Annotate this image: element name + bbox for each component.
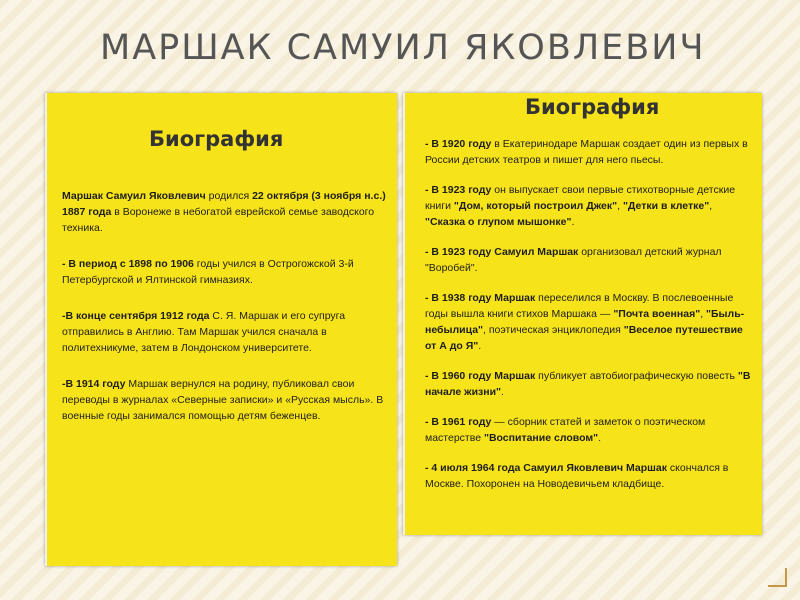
text-run: переселился в Москву. В послевоенные годы вышла книги стихов Маршака — (425, 292, 734, 320)
bold-text-run: - В 1938 году Маршак (425, 292, 536, 304)
bold-text-run: "Воспитание словом" (483, 432, 599, 444)
slide-corner-ornament-icon (766, 566, 788, 588)
text-run: родился (205, 190, 253, 202)
bold-text-run: -В конце сентября 1912 года (62, 310, 210, 322)
panel-heading: Биография (149, 127, 284, 151)
biography-paragraph (425, 414, 755, 446)
biography-paragraph (425, 182, 755, 230)
biography-paragraph (425, 136, 755, 168)
text-run: он выпускает свои первые стихотворные детские книги (425, 184, 736, 212)
biography-text (425, 136, 755, 506)
text-run: . (598, 432, 602, 444)
biography-panel-right (403, 93, 762, 535)
text-run: . (501, 386, 504, 398)
bold-text-run: "В начале жизни" (425, 370, 751, 398)
text-run: публикует автобиографическую повесть (535, 370, 738, 382)
bold-text-run: - В 1923 году (425, 184, 492, 196)
biography-text (62, 188, 387, 444)
biography-paragraph (425, 290, 755, 354)
panel-heading: Биография (525, 95, 660, 119)
text-run: скончался в Москве. Похоронен на Новодевичьем кладбище. (425, 462, 729, 490)
text-run: годы учился в Острогожской 3-й Петербургской и Ялтинской гимназиях. (62, 258, 354, 286)
bold-text-run: - В 1961 году (425, 416, 492, 428)
biography-paragraph (425, 368, 755, 400)
biography-panel-left (45, 93, 397, 566)
text-run: организовал детский журнал "Воробей". (425, 246, 722, 274)
text-run: — сборник статей и заметок о поэтическом мастерстве (425, 416, 706, 444)
biography-paragraph (62, 188, 387, 236)
text-run: С. Я. Маршак и его супруга отправились в Англию. Там Маршак учился сначала в политехникуме, затем в Лондонском университете. (62, 310, 346, 354)
biography-paragraph (62, 308, 387, 356)
bold-text-run: "Веселое путешествие от А до Я" (425, 324, 743, 352)
text-run: . (571, 216, 575, 228)
biography-paragraph (425, 244, 755, 276)
bold-text-run: -В 1914 году (62, 378, 126, 390)
text-run: , (700, 308, 707, 320)
text-run: Маршак вернулся на родину, публиковал свои переводы в журналах «Северные записки» и «Русская мысль». В военные годы занимался помощью детям беженцев. (62, 378, 384, 422)
bold-text-run: "Почта военная" (613, 308, 701, 320)
bold-text-run: - В 1960 году Маршак (425, 370, 536, 382)
bold-text-run: "Дом, который построил Джек" (453, 200, 618, 212)
bold-text-run: "Детки в клетке" (622, 200, 710, 212)
bold-text-run: "Сказка о глупом мышонке" (425, 216, 572, 228)
bold-text-run: 22 октября (3 ноября н.с.) 1887 года (62, 190, 386, 218)
bold-text-run: Маршак Самуил Яковлевич (62, 190, 206, 202)
text-run: , (709, 200, 713, 212)
text-run: . (478, 340, 482, 352)
biography-paragraph (62, 256, 387, 288)
bold-text-run: - 4 июля 1964 года Самуил Яковлевич Маршак (425, 462, 667, 474)
biography-paragraph (425, 460, 755, 492)
bold-text-run: - В 1920 году (425, 138, 492, 150)
bold-text-run: - В период с 1898 по 1906 (62, 258, 194, 270)
text-run: в Воронеже в небогатой еврейской семье заводского техника. (62, 206, 375, 234)
text-run: , поэтическая энциклопедия (483, 324, 624, 336)
bold-text-run: - В 1923 году Самуил Маршак (425, 246, 579, 258)
slide-title: МАРШАК САМУИЛ ЯКОВЛЕВИЧ (100, 28, 706, 68)
biography-paragraph (62, 376, 387, 424)
text-run: , (617, 200, 623, 212)
bold-text-run: "Быль-небылица" (425, 308, 745, 336)
text-run: в Екатеринодаре Маршак создает один из первых в России детских театров и пишет для него пьесы. (425, 138, 748, 166)
